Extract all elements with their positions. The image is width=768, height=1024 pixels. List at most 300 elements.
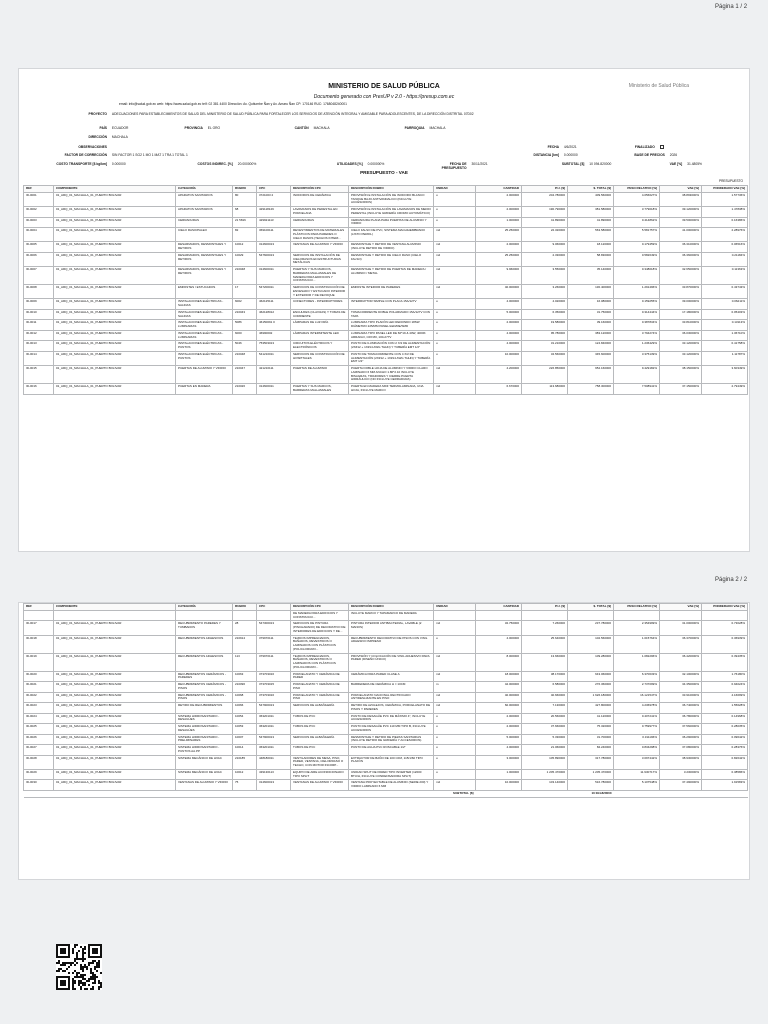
table-cell: 124.840000 [568,341,614,352]
table-cell: 314600011 [257,384,291,395]
table-cell: 130.400000 [568,285,614,299]
table-cell: TEJIDOS IMPREGNADOS, BAÑADOS, REVESTIDOS O LAMINADOS CON PLÁSTICOS (POLICLORURO... [291,635,349,653]
qr-module [64,964,66,966]
table-row [24,192,748,206]
table-cell: RECUBRIMIENTOS ADHESIVOS [176,635,233,653]
table-cell: 0.05403% [702,309,748,320]
table-cell: EXTRACTOR DE BAÑO DE 100 CFM, 115/1/60 TIPO PLAFÓN [349,755,434,769]
table-cell: SERVICIOS DE CONSTRUCCIÓN DE HOSPITALES [291,351,349,365]
table-row [24,780,748,791]
table-cell: 381.580000 [568,207,614,218]
table-cell: 2.28976% [702,228,748,242]
table-cell: 01_ARQ_01_MACHALA_01_PUERTO BOLIVAR [54,285,176,299]
observations-row: OBSERVACIONES [78,145,107,149]
qr-module [84,958,86,960]
page-number-1: Página 1 / 2 [715,4,748,10]
column-header: CPC [257,604,291,611]
table-cell: 01_ARQ_01_MACHALA_01_PUERTO BOLIVAR [54,653,176,671]
table-cell: 60.000000 [476,703,522,714]
table-cell: PROVISIÓN E INSTALACIÓN DE LAVAMANOS DE MEDIO PEDESTAL (INCLUYE GRIFERÍA CROMO AUTOMÁTICO) [349,207,434,218]
table-row [24,653,748,671]
table-cell: 547900013 [257,734,291,745]
table-cell [522,610,568,621]
table-cell: ID-0018 [24,635,54,653]
table-cell: RECUBRIMIENTOS ADHESIVOS [176,653,233,671]
table-cell: VENTILADORES DE MESA, PISO, PARED, VENTANA, CIELORRASO O TECHO, CON MOTOR INCORP... [291,755,349,769]
table-cell: ID-0012 [24,330,54,341]
table-cell: 80 [233,192,257,206]
table-cell: PUERTAS DE ALUMINIO [291,366,349,384]
qr-module [74,982,76,984]
table-row [24,351,748,365]
table-cell: PUERTAS DE ALUMINIO Y VIDRIO [176,366,233,384]
table-cell: PUNTO DE AGUA PVC ROSCABLE 1/2" [349,745,434,756]
column-header: CATEGORÍA [176,604,233,611]
table-cell: 9.060000 [522,242,568,253]
table-cell: ID-0028 [24,755,54,769]
table-cell: ID-0001 [24,192,54,206]
table-cell: ID-0013 [24,341,54,352]
table-cell: ID-0026 [24,734,54,745]
table-cell: 10012 [233,769,257,780]
table-cell: 10053 [233,724,257,735]
qr-module [64,952,66,954]
location-row: PAÍS ECUADOR PROVINCIA EL ORO CANTÓN MACHALA PARROQUIA MACHALA [99,126,446,130]
table-cell: CERRADURAS [176,217,233,228]
qr-module [94,982,96,984]
table-cell: 21 5816 [233,217,257,228]
table-cell: 28 [233,621,257,635]
table-cell: 1.11787% [702,351,748,365]
column-header: PESO RELATIVO [%] [614,604,660,611]
table-cell: 0.16386% [702,217,748,228]
table-cell: SERVICIOS DE INSTALACIÓN DE CIELORASOS EN ESTRUCTURAS METÁLICAS [291,252,349,266]
table-cell: 210048 [233,351,257,365]
table-cell: 2.000000 [476,713,522,724]
table-cell: INSTALACIONES ELÉCTRICAS - SALIDAS [176,299,233,310]
table-cell: 363201011 [257,724,291,735]
table-cell: 0.43743% [702,285,748,299]
table-cell: 226.850000 [522,366,568,384]
table-cell: 01_ARQ_01_MACHALA_01_PUERTO BOLIVAR [54,242,176,253]
table-row [24,341,748,352]
column-header: CANTIDAD [476,604,522,611]
column-header: DESCRIPCIÓN RUBRO [349,186,434,193]
table-cell: 429921113 [257,217,291,228]
table-cell: ID-0011 [24,320,54,331]
table-cell: 1.082296% [614,653,660,671]
table-cell: 9.960000 [476,267,522,285]
table-cell: 429118129 [257,207,291,218]
table-cell [476,610,522,621]
table-cell: ID-0030 [24,780,54,791]
table-cell: 41.000000% [660,228,702,242]
table-cell: 210026 [233,384,257,395]
table-cell: 39.120000% [660,207,702,218]
column-header: CATEGORÍA [176,186,233,193]
table-cell: RECUBRIMIENTO DECORATIVO DE PISOS CON VINIL ADHESIVO IMPRESO [349,635,434,653]
table-cell: 32.650000% [660,267,702,285]
table-cell: 0.179459% [614,242,660,253]
table-cell: 17 [233,285,257,299]
table-cell: m2 [434,242,476,253]
table-cell: ID-0019 [24,653,54,671]
qr-module [84,984,86,986]
table-cell: TEJIDOS IMPREGNADOS, BAÑADOS, REVESTIDOS O LAMINADOS CON PLÁSTICOS (POLICLORURO... [291,653,349,671]
table-cell: 33.870000% [660,285,702,299]
qr-module [72,972,74,974]
table-cell: 01_ARQ_01_MACHALA_01_PUERTO BOLIVAR [54,217,176,228]
table-cell: 6.580000 [522,682,568,693]
table-cell: 40.000000 [476,692,522,703]
table-cell: 363201011 [257,745,291,756]
table-cell: DESARMADOS, DESMONTAJES Y RETIROS [176,267,233,285]
table-cell: 01_ARQ_01_MACHALA_01_PUERTO BOLIVAR [54,635,176,653]
table-cell: 5.000000 [476,309,522,320]
qr-module [80,988,82,990]
table-cell: 0.82642% [702,755,748,769]
table-cell: SISTEMA HIDROSANITARIO - PUNTOS AA.PP [176,745,233,756]
table-cell: VENTANAS DE ALUMINIO Y VIDRIO [176,780,233,791]
table-cell: 4.16699% [702,692,748,703]
table-cell: LÁMPARAS DE LUZ FRÍA [291,320,349,331]
table-cell: 0.09642% [702,734,748,745]
table-cell: 5.000000 [476,734,522,745]
table-cell: ID-0023 [24,703,54,714]
subtotal-row [24,790,748,797]
table-cell: VENTANAS DE ALUMINIO Y VIDRIO [291,242,349,253]
table-cell: 01_ARQ_01_MACHALA_01_PUERTO BOLIVAR [54,252,176,266]
table-row [24,299,748,310]
section-title: PRESUPUESTO - VAE [360,170,408,175]
table-cell: 01_ARQ_01_MACHALA_01_PUERTO BOLIVAR [54,228,176,242]
table-cell: SERVICIOS DE CONSTRUCCIÓN DE ENVESADO Y ESTUCADO INTERIOR Y EXTERIOR Y DE REVOQUE [291,285,349,299]
table-cell: 31.210000 [522,341,568,352]
table-cell: EMPASTES / ESTUCADOS [176,285,233,299]
table-cell: INSTALACIONES ELÉCTRICAS - LUMINARIAS [176,330,233,341]
table-cell: 237.780000 [568,621,614,635]
table-cell: 4.000000 [476,635,522,653]
table-cell: LUMINARIA TIPO PANEL LED DE 60*19 & 40W, 4000K ARRAIGO, CRI>80, 100-277V [349,330,434,341]
table-cell: m2 [434,703,476,714]
table-cell: ID-0010 [24,309,54,320]
table-row [24,610,748,621]
table-cell: 36.360000% [660,252,702,266]
table-cell: 10014 [233,745,257,756]
table-cell: PINTURA INTERIOR ANTIBACTERIAL, LAVABLE (2 MANOS) [349,621,434,635]
table-cell: SISTEMA HIDROSANITARIO - DESAGÜES [176,724,233,735]
table-row [24,366,748,384]
table-header-row [24,186,748,193]
table-cell: u [434,330,476,341]
table-cell: 25.250000 [476,252,522,266]
table-cell: PUNTO DE DESAGÜE PVC 110 MM TIPO B, INCLUYE ACCESORIOS [349,724,434,735]
table-cell: 3.779018% [614,207,660,218]
column-header: REF [24,186,54,193]
table-cell: u [434,351,476,365]
table-cell: 4.236978% [614,703,660,714]
table-cell: 33.910000% [660,692,702,703]
table-cell: 10068 [233,692,257,703]
table-cell: u [434,192,476,206]
table-cell: APARATOS SANITARIOS [176,192,233,206]
column-header: DESCRIPCIÓN RUBRO [349,604,434,611]
table-cell: 2.000000 [476,192,522,206]
table-cell: 42.000000 [476,682,522,693]
table-cell: 3721003 2 [257,192,291,206]
table-cell: VENTANA PROYECTABLE DE ALUMINIO (SERIE 200) Y VIDRIO LAMINADO 6 MM [349,780,434,791]
table-cell: 01_ARQ_01_MACHALA_01_PUERTO BOLIVAR [54,207,176,218]
table-cell: 448180011 [257,755,291,769]
table-cell: SISTEMA MECÁNICO DE HVAC [176,755,233,769]
table-cell: INSTALACIONES ELÉCTRICAS - LUMINARIAS [176,320,233,331]
budget-page-1 [18,68,750,552]
column-header: COMPONENTE [54,604,176,611]
table-cell: DESMONTAJE Y RETIRO DE CIELO RASO (CIELO FALSO) [349,252,434,266]
table-cell: 547600013 [257,252,291,266]
table-cell: 20.560000 [522,713,568,724]
column-header: CPC [257,186,291,193]
table-cell: 373703016 [257,671,291,682]
table-cell: 210914 [233,635,257,653]
table-cell: CIELO RASO/PALEO [176,228,233,242]
table-cell: 204.780000 [522,192,568,206]
table-row [24,692,748,703]
table-cell: 105.890000 [522,755,568,769]
table-cell: 758.300000 [568,384,614,395]
table-cell: 41.120000 [568,713,614,724]
table-cell: 41.890000 [522,217,568,228]
column-header: PONDERADO VAE [%] [702,186,748,193]
table-cell: 01_ARQ_01_MACHALA_01_PUERTO BOLIVAR [54,320,176,331]
table-cell: ID-0004 [24,228,54,242]
table-cell: 0.11363% [702,267,748,285]
table-cell: RETIRO DE RECUBRIMIENTOS [176,703,233,714]
table-cell: 0.28376% [702,745,748,756]
table-row [24,320,748,331]
table-row [24,724,748,735]
table-cell: 35.140000 [568,267,614,285]
table-cell: 0.21184% [702,252,748,266]
table-cell: PORCELANATO Y CERÁMICA DE PISO [291,692,349,703]
table-cell: RECUBRIMIENTOS CERÁMICOS - PISOS [176,692,233,703]
table-cell: 373703016 [257,692,291,703]
table-cell: BARREDERA DE CERÁMICA H = 10CM [349,682,434,693]
qr-module [76,962,78,964]
table-cell: 01_ARQ_01_MACHALA_01_PUERTO BOLIVAR [54,341,176,352]
table-cell: PORCELANATO Y CERÁMICA DE PARED [291,671,349,682]
table-row [24,713,748,724]
column-header: $. TOTAL [$] [568,604,614,611]
table-cell: 37.490000% [660,780,702,791]
table-cell: u [434,769,476,780]
table-cell: 22.320000 [522,228,568,242]
table-cell: 75.320000 [568,724,614,735]
table-cell: u [434,755,476,769]
table-cell: 0.311196% [614,734,660,745]
column-header: RUBRO [233,604,257,611]
table-cell: SISTEMA MECÁNICO DE HVAC [176,769,233,780]
table-cell: 547900013 [257,703,291,714]
table-cell: 5086 [233,320,257,331]
table-cell [702,610,748,621]
table-cell: 0.06211% [702,299,748,310]
table-cell: PUERTA EN MADERA MDF TERMOLAMINADA, UNA HOJA, INCLUYE MARCO [349,384,434,395]
table-row [24,309,748,320]
qr-module [78,950,80,952]
table-cell: SERVICIOS DE PINTURA (PINCHARADO) DE DECORATIVO DE INTERIORES DE EDIFICIOS Y DE... [291,621,349,635]
table-cell: 10066 [233,703,257,714]
table-cell: 36.290000% [660,734,702,745]
table-cell: 36.420000% [660,653,702,671]
table-row [24,621,748,635]
table-cell: 4.000000 [476,745,522,756]
table-cell: 0.73028% [702,621,748,635]
table-cell: INCLUYE MARCO Y TAPAMARCO DE MADERA [349,610,434,621]
qr-module [100,986,102,988]
table-cell: RECUBRIMIENTOS CERÁMICOS - PAREDES [176,671,233,682]
table-cell: 01_ARQ_01_MACHALA_01_PUERTO BOLIVAR [54,724,176,735]
table-cell: 01_ARQ_01_MACHALA_01_PUERTO BOLIVAR [54,734,176,745]
table-cell: 40.000000 [476,285,522,299]
table-cell: 0.414862% [614,217,660,228]
table-cell: 33.120000% [660,341,702,352]
table-cell: 0.28035% [702,724,748,735]
table-cell: ID-0027 [24,745,54,756]
table-cell: m2 [434,366,476,384]
subtotal-value: 10 094.820000 [522,790,614,797]
column-header: VAE [%] [660,604,702,611]
table-cell: 0.407241% [614,713,660,724]
table-cell: 317.780000 [568,755,614,769]
column-header: COMPONENTE [54,186,176,193]
table-cell: 314600013 [257,242,291,253]
table-cell: 5.581757% [614,228,660,242]
table-cell: 41.890000 [568,217,614,228]
table-cell: 113 [233,653,257,671]
table-cell: 421210111 [257,366,291,384]
table-cell: 01_ARQ_01_MACHALA_01_PUERTO BOLIVAR [54,745,176,756]
table-cell: PUNTO DE ILUMINACIÓN CON 2 X/2 DE ALIMENTACIÓN (2X#12 + 1X#14 AWG THHN) Y TUBERÍA EMT 1/2" [349,341,434,352]
table-cell: INSTALACIONES ELÉCTRICAS - PUNTOS [176,341,233,352]
table-cell: 4.000000 [476,299,522,310]
table-cell: 1.76180% [702,671,748,682]
qr-module [64,984,66,986]
qr-module [100,956,102,958]
table-cell: 10.000000 [476,780,522,791]
table-cell: 427.800000 [568,703,614,714]
table-cell: u [434,341,476,352]
qr-module [98,966,100,968]
table-cell: 0.38586% [702,769,748,780]
table-cell: 17.180000% [660,309,702,320]
qr-module [70,964,72,966]
table-cell: 0.94024% [702,682,748,693]
table-cell: 10054 [233,713,257,724]
table-cell: 3.230000% [660,769,702,780]
qr-module [96,952,98,954]
table-cell: PUERTAS Y SUS MARCOS, BARRERAS MALLAMIALES [291,384,349,395]
table-cell: 6.670000 [476,384,522,395]
column-header: PONDERADO VAE [%] [702,604,748,611]
table-cell: DESARMADOS, DESMONTAJES Y RETIROS [176,252,233,266]
table-cell: 6000 [233,330,257,341]
table-cell: u [434,734,476,745]
table-cell: 1.47838% [702,207,748,218]
qr-module [86,988,88,990]
table-cell: 3.550000 [522,267,568,285]
table-cell: m2 [434,621,476,635]
table-row [24,734,748,745]
qr-module [88,980,90,982]
table-cell: PORCELANATO NACIONAL RECTIFICADO ANTIDESLIZANTE EN PISO [349,692,434,703]
table-cell: 01_ARQ_01_MACHALA_01_PUERTO BOLIVAR [54,621,176,635]
table-cell: TUBOS DE PVC [291,724,349,735]
table-cell: UNIDAD SPLIT DE PARED TIPO INVERTER (12000 BTU/H, INCLUYE CONDENSADORA SPLIT) [349,769,434,780]
table-cell: ID-0008 [24,285,54,299]
table-cell: 34.560000 [522,351,568,365]
table-cell: m [434,682,476,693]
budget-table-page-2 [23,603,748,798]
table-cell: 462128012 [257,309,291,320]
table-row [24,252,748,266]
table-cell: u [434,207,476,218]
table-cell: ID-0014 [24,351,54,365]
table-cell: 21.060000 [522,745,568,756]
table-cell: 40.660000 [522,692,568,703]
table-cell: 01_ARQ_01_MACHALA_01_PUERTO BOLIVAR [54,713,176,724]
table-cell: DESMONTAJE Y RETIRO DE PUERTAS DE MADERA / ALUMINIO / METAL [349,267,434,285]
table-cell: ID-0015 [24,366,54,384]
table-cell: TUBOS DE PVC [291,745,349,756]
table-cell: 31.750000 [568,309,614,320]
table-cell [54,610,176,621]
column-header: PESO RELATIVO [%] [614,186,660,193]
table-cell: 952.160000 [568,366,614,384]
column-header: REF [24,604,54,611]
table-cell: 541210011 [257,351,291,365]
table-cell: 1 626.180000 [568,692,614,703]
table-cell [660,610,702,621]
table-cell: ENCHUFES (CLAVIJAS) Y TOMAS DE CORRIENTE [291,309,349,320]
table-cell: 0.834298% [614,745,660,756]
qr-module [92,988,94,990]
table-cell: u [434,217,476,228]
table-cell: CERÁMICA PARA PARED CLASE A [349,671,434,682]
qr-module [68,972,70,974]
table-cell: 38.930000% [660,755,702,769]
table-cell: SISTEMA HIDROSANITARIO - PRELIMINARES [176,734,233,745]
qr-module [74,964,76,966]
qr-module [82,960,84,962]
qr-module [64,970,66,972]
table-cell: LUMINARIA TIPO PLAFÓN LED REDONDO 18SW DIÁMETRO 225/MM PANEL/LED/RE/SMD [349,320,434,331]
table-cell: 4.056627% [614,192,660,206]
qr-module [88,964,90,966]
table-cell: 38.150000% [660,366,702,384]
table-cell: 5.330000 [522,734,568,745]
table-cell: RECUBRIMIENTOS CERÁMICOS - PISOS [176,682,233,693]
column-header: $. TOTAL [$] [568,186,614,193]
table-cell: 210185 [233,755,257,769]
table-cell: 58.830000 [568,252,614,266]
table-cell: 10063 [233,671,257,682]
table-cell: 2.79449% [702,384,748,395]
table-cell: ID-0002 [24,207,54,218]
qr-module [68,956,70,958]
qr-module [68,966,70,968]
table-cell: 01_ARQ_01_MACHALA_01_PUERTO BOLIVAR [54,703,176,714]
